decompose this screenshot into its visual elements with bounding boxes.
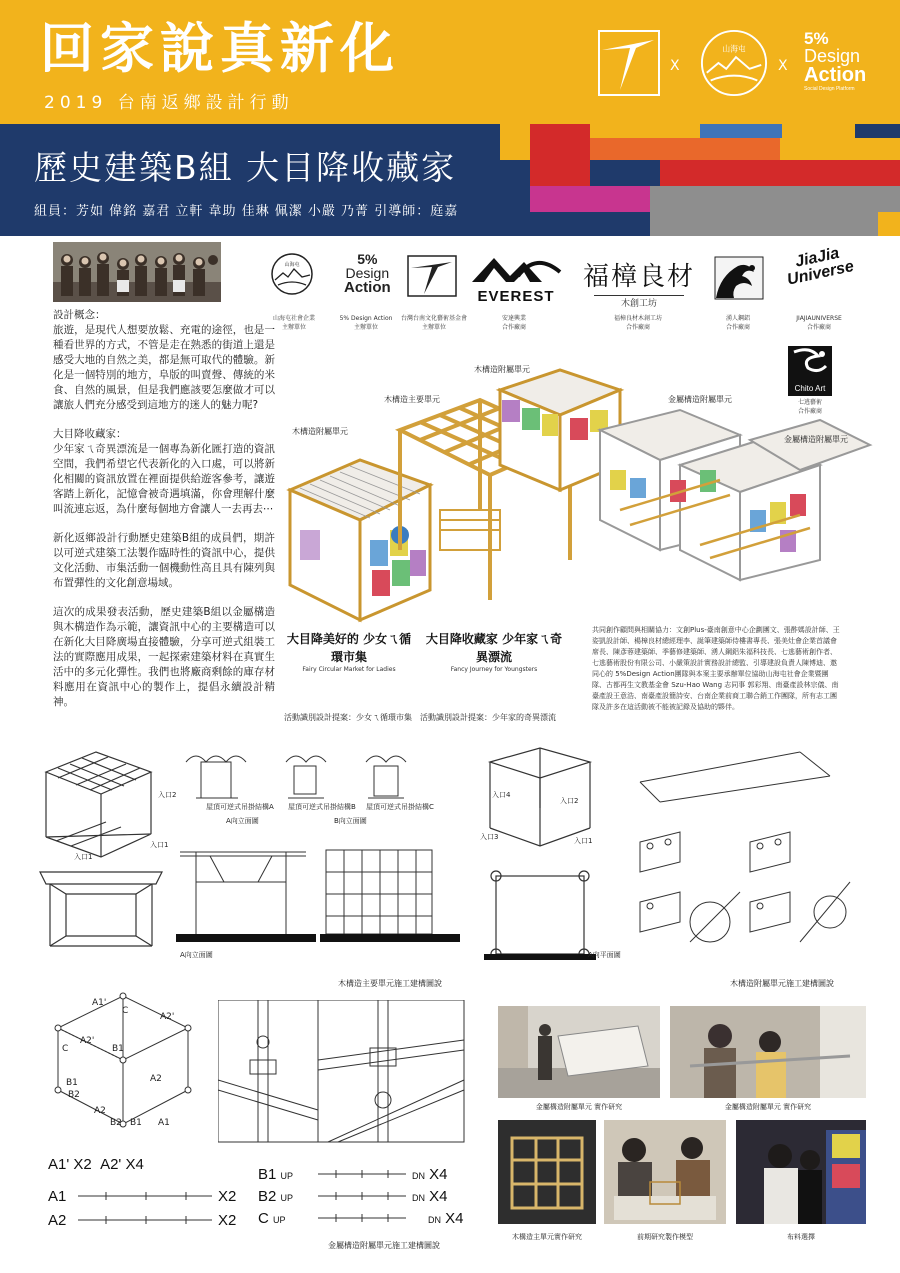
entry-label: 入口4 bbox=[492, 791, 511, 799]
page-subtitle: 2019 台南返鄉設計行動 bbox=[44, 93, 294, 113]
expectation-paragraph: 新化返鄉設計行動歷史建築B組的成員們，期許以可逆式建築工法製作臨時性的資訊中心，提供文化活動、市集活動一個機動性高且具有陳列與布置彈性的文化創意場域。 bbox=[53, 532, 275, 589]
iso-label: 木構造附屬單元 bbox=[474, 365, 530, 374]
photo-caption: 金屬構造附屬單元 實作研究 bbox=[535, 1103, 623, 1111]
group-title: 歷史建築B組 大目降收藏家 bbox=[34, 148, 457, 187]
wood-frame-perspective bbox=[36, 866, 166, 956]
event-caption: 活動識別設計提案：少女ㄟ循環市集 bbox=[284, 713, 412, 722]
everest-sponsor: EVEREST bbox=[466, 254, 566, 305]
legend-b-bars bbox=[316, 1164, 408, 1230]
drawing-caption: 木構造附屬單元施工建構圖說 bbox=[730, 979, 834, 988]
cube-node-label: A1' bbox=[92, 998, 107, 1008]
group-banner bbox=[0, 124, 900, 236]
x-mark: X bbox=[670, 58, 680, 74]
photo-caption: 木構造主單元實作研究 bbox=[512, 1233, 582, 1241]
sponsor-caption: 七逃藝術 合作廠商 bbox=[797, 399, 822, 415]
color-strip bbox=[530, 124, 590, 186]
entry-label: 入口1 bbox=[74, 853, 93, 861]
team-photo bbox=[53, 242, 221, 302]
photo-model-study bbox=[604, 1120, 726, 1224]
entry-label: 入口1 bbox=[150, 841, 169, 849]
collector-paragraph: 大目降收藏家： 少年家ㄟ奇異漂流是一個專為新化匯打造的資訊空間，我們希望它代表新化的入口處，可以將新化相關的資訊放置在裡面提供給遊客參考，讓遊客踏上新化，記憶會被奇遇填滿，你會理解什麼叫流連忘返，為什麼每個地方會讓人一去再去⋯ bbox=[53, 428, 275, 515]
legend-a-bars bbox=[76, 1186, 214, 1230]
cube-node-label: A1 bbox=[158, 1118, 170, 1128]
shanhai-logo-icon bbox=[698, 28, 770, 98]
svg-text:山海屯: 山海屯 bbox=[284, 262, 300, 268]
cube-node-label: C bbox=[122, 1006, 129, 1016]
legend-b1-count: DN X4 bbox=[412, 1166, 448, 1183]
color-strip bbox=[650, 186, 900, 236]
cube-node-label: B1 bbox=[66, 1078, 78, 1088]
sponsor-caption: 山海屯社會企業 主辦單位 bbox=[272, 315, 315, 331]
legend-b2: B2 UP bbox=[258, 1188, 294, 1205]
shanhai-logo-text: 山海屯 bbox=[722, 44, 746, 54]
t-sponsor-icon bbox=[406, 254, 458, 298]
design-action-sponsor: 5% Design Action bbox=[344, 251, 391, 296]
wave-sponsor-icon bbox=[714, 256, 764, 300]
t-logo-icon bbox=[596, 28, 662, 98]
color-strip bbox=[660, 160, 900, 186]
x-mark: X bbox=[778, 58, 788, 74]
fuzhang-sponsor: 福樟良材 木創工坊 bbox=[582, 262, 695, 309]
shanhai-sponsor-icon bbox=[270, 252, 314, 296]
photo-metal-study-2 bbox=[670, 1006, 866, 1098]
sponsor-caption: JIAJIAUNIVERSE 合作廠商 bbox=[796, 315, 842, 331]
legend-b1: B1 UP bbox=[258, 1166, 294, 1183]
color-strip bbox=[855, 124, 900, 138]
cube-node-label: A2 bbox=[150, 1074, 162, 1084]
color-strip bbox=[878, 212, 900, 236]
section-caption: A向立面圖 bbox=[180, 951, 213, 959]
entry-label: 入口2 bbox=[158, 791, 177, 799]
cube-node-label: B2 bbox=[110, 1118, 122, 1128]
cube-node-label: B2 bbox=[68, 1090, 80, 1100]
legend-a2-count: X2 bbox=[218, 1212, 237, 1229]
metal-cube-elevation bbox=[480, 862, 600, 970]
cube-node-label: B1 bbox=[112, 1044, 124, 1054]
entry-label: 入口3 bbox=[480, 833, 499, 841]
entry-label: 入口2 bbox=[560, 797, 579, 805]
photo-caption: 前期研究製作模型 bbox=[637, 1233, 693, 1241]
iso-label: 金屬構造附屬單元 bbox=[668, 395, 732, 404]
section-caption: A向立面圖 bbox=[226, 817, 259, 825]
journey-event-logo: 大目降收藏家 少年家ㄟ奇異漂流 Fancy Journey for Youngsters bbox=[425, 632, 563, 673]
iso-label: 金屬構造附屬單元 bbox=[784, 435, 848, 444]
event-caption: 活動識別設計提案：少年家的奇異漂流 bbox=[420, 713, 556, 722]
photo-fabric-selection bbox=[736, 1120, 866, 1224]
market-event-logo: 大目降美好的 少女ㄟ循環市集 Fairy Circular Market for Ladies bbox=[286, 632, 412, 673]
scaffold-joint-details bbox=[218, 1000, 468, 1144]
jiajia-sponsor: JiaJia Universe bbox=[785, 244, 856, 289]
everest-mountain-icon bbox=[466, 254, 566, 284]
color-strip bbox=[530, 186, 650, 212]
metal-joint-details bbox=[600, 742, 860, 972]
section-caption: A向平面圖 bbox=[588, 951, 621, 959]
pavilion-isometric-illustration bbox=[280, 360, 880, 640]
cube-node-label: A2 bbox=[94, 1106, 106, 1116]
legend-a1: A1 bbox=[48, 1188, 67, 1205]
concept-text bbox=[53, 308, 275, 724]
cube-node-label: C bbox=[62, 1044, 69, 1054]
entry-label: 入口1 bbox=[574, 837, 593, 845]
cube-node-label: B1 bbox=[130, 1118, 142, 1128]
legend-a1-count: X2 bbox=[218, 1188, 237, 1205]
sponsor-caption: 5% Design Action 主辦單位 bbox=[339, 315, 393, 331]
iso-label: 木構造附屬單元 bbox=[292, 427, 348, 436]
result-paragraph: 這次的成果發表活動，歷史建築B組以金屬構造與木構造作為示範，讓資訊中心的主要構造可以在新化大目降廣場直接體驗，分享可逆式組裝工法的實際應用成果，一起探索建築材料在真實生活中的多元化彈性。我們也將廠商剩餘的庫存材料應用在資訊中心的製作上，提倡永續設計精神。 bbox=[53, 606, 275, 708]
detail-caption: 屋頂可逆式吊掛結構A bbox=[206, 803, 274, 811]
drawing-caption: 木構造主要單元施工建構圖說 bbox=[338, 979, 442, 988]
legend-c-count: DN X4 bbox=[428, 1210, 464, 1227]
detail-caption: 屋頂可逆式吊掛結構B bbox=[288, 803, 356, 811]
color-strip bbox=[590, 138, 780, 160]
section-caption: B向立面圖 bbox=[334, 817, 367, 825]
photo-caption: 布料選擇 bbox=[787, 1233, 815, 1241]
page-title: 回家說真新化 bbox=[40, 17, 400, 80]
cube-node-label: A2' bbox=[160, 1012, 175, 1022]
sponsor-caption: 安達興業 合作廠商 bbox=[501, 315, 526, 331]
iso-label: 木構造主要單元 bbox=[384, 395, 440, 404]
header bbox=[0, 0, 900, 124]
sponsor-caption: 福樟良材木創工坊 合作廠商 bbox=[613, 315, 662, 331]
credits-text: 共同創作顧問與相關協力：文創Plus-臺南創意中心企劃團文、張酢媽設計師、王姿凱設計師、楊樟良材總經理李、誕筆建築師侍樓書專長、張美灶會企業首議會席長、陳彥蓉建築師、季藝修建築師、湧人鋼鋁朱福科技長、七逃藝術創作者、七逃藝術股份有限公司、小嚴策設計實務設計總監、引導建設負責人陳博迪、邀同心的 5%Design Action團隊與本案主要承辦單位協助山海屯社會企業暨團隊、古都再生文教基金會 Szu-Hao Wang 志同事 郭彩翔、南臺產設林宗儀、南臺產設王意浩、南臺產設簡詩安、台南企業前商工聯合銷工作團隊，所有志工團隊及許多在這活動被不能被記錄及協助的夥伴。 bbox=[592, 626, 840, 711]
wood-elevations bbox=[176, 822, 466, 952]
sponsor-caption: 台灣台南文化藝術基金會 主辦單位 bbox=[400, 315, 467, 331]
drawing-caption: 金屬構造附屬單元施工建構圖說 bbox=[328, 1241, 440, 1250]
legend-a2: A2 bbox=[48, 1212, 67, 1229]
detail-caption: 屋頂可逆式吊掛結構C bbox=[366, 803, 434, 811]
photo-caption: 金屬構造附屬單元 實作研究 bbox=[724, 1103, 812, 1111]
chito-art-sponsor: Chito Art bbox=[788, 346, 832, 396]
photo-wood-study bbox=[498, 1120, 596, 1224]
color-strip bbox=[700, 124, 782, 138]
design-action-logo: 5% Design Action Social Design Platform bbox=[804, 29, 867, 92]
legend-c: C UP bbox=[258, 1210, 286, 1227]
wood-attach-unit-left bbox=[290, 460, 430, 620]
member-list: 組員：芳如 偉銘 嘉君 立軒 韋助 佳琳 佩潔 小嚴 乃菁 引導師：庭嘉 bbox=[34, 204, 459, 219]
cube-node-label: A2' bbox=[80, 1036, 95, 1046]
legend-a-prime: A1' X2 A2' X4 bbox=[48, 1156, 144, 1173]
concept-paragraph: 設計概念： 旅遊，是現代人想要放鬆、充電的途徑，也是一種看世界的方式，不管是走在熟悉的街道上還是感受大地的自然之美，都是無可取代的體驗。新化是一個特別的地方，阜版的叫賣聲、傳統的米食、自然的風景，但是我們應該要怎麼做才可以讓旅人們充分感受到這地方的迷人的魅力呢? bbox=[53, 309, 275, 411]
sponsor-caption: 湧人鋼鋁 合作廠商 bbox=[725, 315, 750, 331]
legend-b2-count: DN X4 bbox=[412, 1188, 448, 1205]
photo-metal-study-1 bbox=[498, 1006, 660, 1098]
